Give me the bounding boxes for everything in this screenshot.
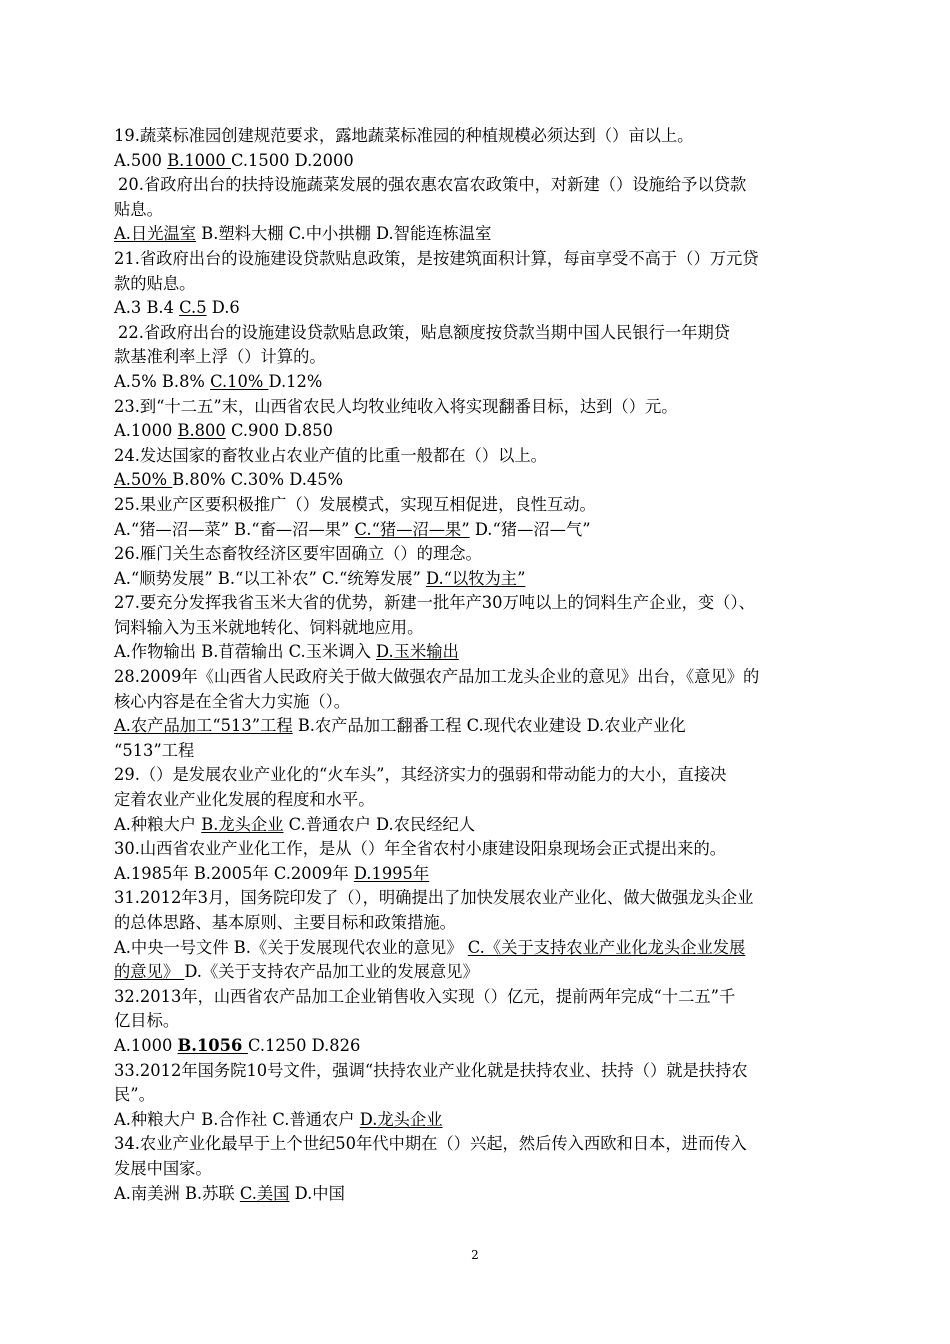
answer-underlined: B.800 <box>177 421 226 441</box>
text-segment: 民”。 <box>114 1085 155 1105</box>
text-line <box>114 124 838 149</box>
text-segment: 30.山西省农业产业化工作，是从（）年全省农村小康建设阳泉现场会正式提出来的。 <box>114 839 727 859</box>
text-line <box>114 813 838 838</box>
text-segment: A.1000 <box>114 1035 178 1055</box>
text-segment: D.“猪—沼—气” <box>469 519 591 539</box>
text-segment: 发展中国家。 <box>114 1158 212 1178</box>
text-segment: 款基准利率上浮（）计算的。 <box>114 347 326 367</box>
text-line <box>114 444 838 469</box>
answer-underlined: A.农产品加工“513”工程 <box>114 716 293 736</box>
text-segment: A.种粮大户 B.合作社 C.普通农户 <box>114 1109 360 1129</box>
answer-underlined: C.美国 <box>239 1183 290 1203</box>
answer-underlined: D.玉米输出 <box>376 642 459 662</box>
answer-underlined: C.“猪—沼—果” <box>354 519 470 539</box>
text-segment: 32.2013年，山西省农产品加工企业销售收入实现（）亿元，提前两年完成“十二五”千 <box>114 986 736 1006</box>
text-line <box>114 1034 838 1059</box>
answer-underlined: D.龙头企业 <box>359 1109 443 1129</box>
text-segment: 19.蔬菜标准园创建规范要求，露地蔬菜标准园的种植规模必须达到（）亩以上。 <box>114 126 694 145</box>
text-segment: 20.省政府出台的扶持设施蔬菜发展的强农惠农富农政策中，对新建（）设施给予以贷款 <box>118 175 747 195</box>
text-line <box>114 862 838 887</box>
text-segment: A.1000 <box>114 421 178 441</box>
text-segment: 21.省政府出台的设施建设贷款贴息政策，是按建筑面积计算，每亩享受不高于（）万元贷 <box>114 248 759 268</box>
answer-underlined: 的意见》 <box>114 962 185 982</box>
text-line <box>114 960 838 985</box>
text-segment: 亿目标。 <box>114 1011 180 1031</box>
text-line <box>114 1182 838 1207</box>
text-line <box>114 1009 838 1034</box>
text-segment: 28.2009年《山西省人民政府关于做大做强农产品加工龙头企业的意见》出台，《意见》的 <box>114 667 760 687</box>
text-line <box>114 542 838 567</box>
answer-underlined: B.1000 <box>167 150 231 170</box>
text-segment: 饲料输入为玉米就地转化、饲料就地应用。 <box>114 617 424 637</box>
text-segment: C.900 D.850 <box>225 421 333 441</box>
text-segment: 定着农业产业化发展的程度和水平。 <box>114 790 375 810</box>
text-line <box>114 173 838 198</box>
text-segment: D.12% <box>268 371 323 391</box>
page-number: 2 <box>471 1248 479 1262</box>
answer-underlined: A.日光温室 <box>114 224 197 244</box>
answer-underlined: C.5 <box>179 298 207 318</box>
text-segment: 的总体思路、基本原则、主要目标和政策措施。 <box>114 913 456 932</box>
text-segment: 25.果业产区要积极推广（）发展模式，实现互相促进，良性互动。 <box>114 494 596 514</box>
text-line <box>114 985 838 1010</box>
text-line <box>114 345 838 370</box>
text-segment: 29.（）是发展农业产业化的“火车头”，其经济实力的强弱和带动能力的大小，直接决 <box>114 765 727 785</box>
text-line <box>114 493 838 518</box>
text-line <box>114 936 838 961</box>
answer-underlined: A.50% <box>114 470 173 490</box>
text-segment: 24.发达国家的畜牧业占农业产值的比重一般都在（）以上。 <box>114 445 547 465</box>
text-line <box>114 665 838 690</box>
text-line <box>114 690 838 715</box>
text-line <box>114 739 838 764</box>
text-segment: 26.雁门关生态畜牧经济区要牢固确立（）的理念。 <box>114 544 482 564</box>
text-line <box>114 419 838 444</box>
text-line <box>114 1108 838 1133</box>
text-segment: A.500 <box>114 150 168 170</box>
text-line <box>114 1059 838 1084</box>
answer-underlined: D.1995年 <box>353 863 430 883</box>
text-line <box>114 198 838 223</box>
text-line <box>114 763 838 788</box>
answer-underlined: B.龙头企业 <box>201 814 284 834</box>
text-segment: 34.农业产业化最早于上个世纪50年代中期在（）兴起，然后传入西欧和日本，进而传入 <box>114 1134 747 1154</box>
answer-underlined: C.《关于支持农业产业化龙头企业发展 <box>467 937 746 957</box>
text-line <box>114 837 838 862</box>
text-segment: “513”工程 <box>114 740 195 760</box>
text-segment: 款的贴息。 <box>114 273 196 293</box>
text-line <box>114 788 838 813</box>
text-line <box>114 591 838 616</box>
text-line <box>114 518 838 543</box>
text-line <box>114 370 838 395</box>
text-segment: C.1500 D.2000 <box>230 150 354 170</box>
text-segment: 33.2012年国务院10号文件，强调“扶持农业产业化就是扶持农业、扶持（）就是扶持农 <box>114 1060 748 1080</box>
text-line <box>114 1083 838 1108</box>
text-segment: D.中国 <box>289 1183 345 1203</box>
text-segment: 贴息。 <box>114 199 163 219</box>
text-line <box>114 296 838 321</box>
text-line <box>114 247 838 272</box>
text-segment: A.中央一号文件 B.《关于发展现代农业的意见》 <box>114 937 468 957</box>
text-segment: B.塑料大棚 C.中小拱棚 D.智能连栋温室 <box>196 224 492 244</box>
text-line <box>114 567 838 592</box>
text-segment: 22.省政府出台的设施建设贷款贴息政策，贴息额度按贷款当期中国人民银行一年期贷 <box>118 322 731 342</box>
answer-underlined: B.1056 <box>177 1035 248 1055</box>
text-line <box>114 149 838 174</box>
text-segment: A.1985年 B.2005年 C.2009年 <box>114 863 354 883</box>
answer-underlined: D.“以牧为主” <box>425 568 526 588</box>
text-segment: C.普通农户 D.农民经纪人 <box>283 814 476 834</box>
text-segment: A.种粮大户 <box>114 814 202 834</box>
text-segment: A.“顺势发展” B.“以工补农” C.“统筹发展” <box>114 568 426 588</box>
text-segment: A.作物输出 B.苜蓿输出 C.玉米调入 <box>114 642 377 662</box>
text-line <box>114 272 838 297</box>
text-segment: 27.要充分发挥我省玉米大省的优势，新建一批年产30万吨以上的饲料生产企业，变（）、 <box>114 593 755 613</box>
text-line <box>114 911 838 936</box>
text-line <box>114 1132 838 1157</box>
text-line <box>114 886 838 911</box>
text-segment: B.80% C.30% D.45% <box>172 470 344 490</box>
text-segment: 31.2012年3月，国务院印发了（），明确提出了加快发展农业产业化、做大做强龙头企业 <box>114 888 754 908</box>
text-line <box>114 395 838 420</box>
text-line <box>114 468 838 493</box>
text-line <box>114 321 838 346</box>
text-segment: A.3 B.4 <box>114 298 180 318</box>
document-body <box>114 124 838 1206</box>
text-segment: D.6 <box>206 298 240 318</box>
text-segment: A.“猪—沼—菜” B.“畜—沼—果” <box>114 519 355 539</box>
text-line <box>114 1157 838 1182</box>
text-segment: B.农产品加工翻番工程 C.现代农业建设 D.农业产业化 <box>292 716 686 736</box>
text-line <box>114 714 838 739</box>
text-line <box>114 616 838 641</box>
text-line <box>114 222 838 247</box>
answer-underlined: C.10% <box>210 371 269 391</box>
text-segment: 23.到“十二五”末，山西省农民人均牧业纯收入将实现翻番目标，达到（）元。 <box>114 396 678 416</box>
text-segment: C.1250 D.826 <box>247 1035 361 1055</box>
text-segment: A.5% B.8% <box>114 371 211 391</box>
text-segment: D.《关于支持农产品加工业的发展意见》 <box>184 962 479 982</box>
text-line <box>114 640 838 665</box>
text-segment: 核心内容是在全省大力实施（）。 <box>114 691 351 711</box>
text-segment: A.南美洲 B.苏联 <box>114 1183 240 1203</box>
